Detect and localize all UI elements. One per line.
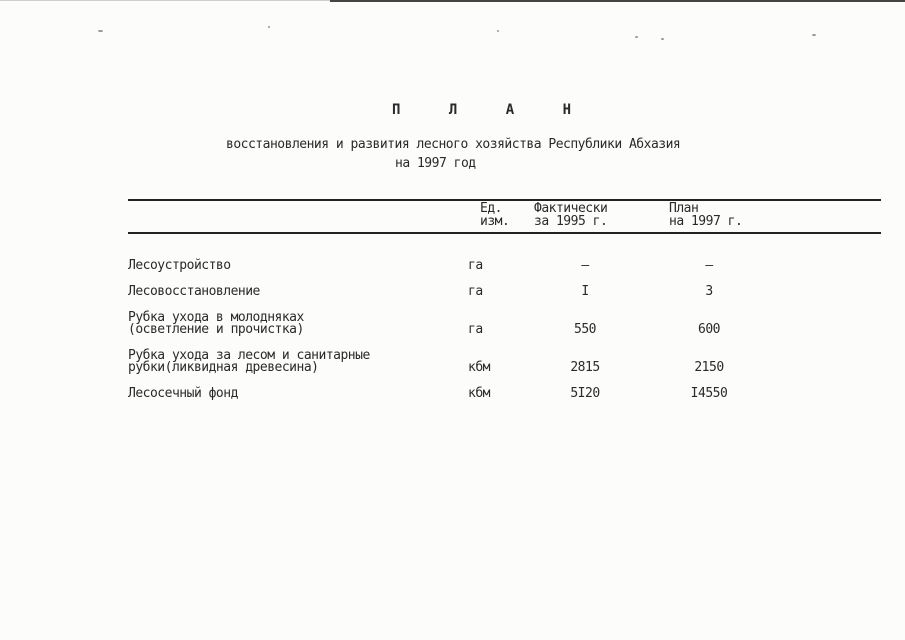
scan-speck <box>812 34 816 36</box>
row-label <box>128 388 238 400</box>
scan-speck <box>497 30 499 32</box>
header-unit-line-2: изм. <box>480 214 510 229</box>
row-label-line: Рубка ухода в молодняках <box>128 310 304 325</box>
row-unit: га <box>468 284 483 299</box>
row-label <box>128 286 260 298</box>
row-label-line: Рубка ухода за лесом и санитарные <box>128 348 370 363</box>
row-label-line: рубки(ликвидная древесина) <box>128 360 319 375</box>
row-plan-1997: – <box>705 258 713 273</box>
table-top-rule <box>128 199 881 201</box>
row-unit: га <box>468 258 483 273</box>
header-plan-line-1: План <box>669 201 699 216</box>
page-edge-left <box>0 0 330 1</box>
row-fact-1995: – <box>581 258 589 273</box>
table-header-rule <box>128 232 881 234</box>
row-label <box>128 350 370 374</box>
row-label-line: Лесосечный фонд <box>128 386 238 401</box>
header-fact-line-1: Фактически <box>534 201 608 216</box>
row-label-line: (осветление и прочистка) <box>128 322 304 337</box>
header-plan-line-2: на 1997 г. <box>669 214 743 229</box>
document-year-line: на 1997 год <box>395 156 476 171</box>
scan-speck <box>661 38 664 40</box>
header-plan <box>669 202 742 228</box>
row-fact-1995: 550 <box>574 322 596 337</box>
row-unit: кбм <box>468 360 490 375</box>
row-label <box>128 312 304 336</box>
row-fact-1995: 5I20 <box>570 386 600 401</box>
document-subtitle: восстановления и развития лесного хозяйства Республики Абхазия <box>226 137 681 152</box>
row-plan-1997: 3 <box>705 284 713 299</box>
row-plan-1997: 600 <box>698 322 720 337</box>
row-label <box>128 260 231 272</box>
row-fact-1995: 2815 <box>570 360 600 375</box>
scan-speck <box>268 26 270 28</box>
row-plan-1997: 2150 <box>694 360 724 375</box>
scan-speck <box>98 30 103 32</box>
row-label-line: Лесовосстановление <box>128 284 260 299</box>
document-title: П Л А Н <box>392 102 592 118</box>
row-label-line: Лесоустройство <box>128 258 231 273</box>
row-unit: кбм <box>468 386 490 401</box>
row-fact-1995: I <box>581 284 589 299</box>
row-plan-1997: I4550 <box>690 386 728 401</box>
header-fact-line-2: за 1995 г. <box>534 214 608 229</box>
row-unit: га <box>468 322 483 337</box>
header-unit-line-1: Ед. <box>480 201 502 216</box>
scan-speck <box>635 36 638 38</box>
header-unit <box>480 202 509 228</box>
page-edge-right <box>330 0 905 2</box>
header-fact <box>534 202 607 228</box>
